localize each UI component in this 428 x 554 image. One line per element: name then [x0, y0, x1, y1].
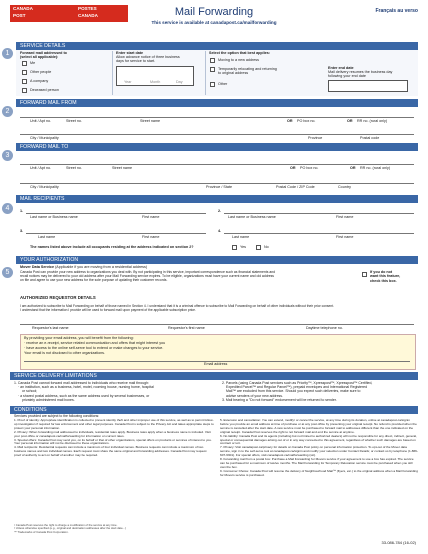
section-number-3: 3: [2, 150, 13, 161]
limitation-text: or school;: [22, 389, 38, 394]
rr-label: RR no. (rural only): [360, 166, 391, 170]
street-no-label: Street no.: [66, 166, 82, 170]
conditions-intro: Services provided are subject to the following conditions:: [14, 414, 100, 418]
section-bar-forward-from: FORWARD MAIL FROM: [16, 99, 418, 107]
section-bar-forward-to: FORWARD MAIL TO: [16, 143, 418, 151]
or-label: OR: [290, 166, 296, 170]
auth-line: I am authorized to subscribe to Mail Forwarding on behalf of those named in Section 4. I understand that it is a criminal offence to subscribe to Mail Forwarding on behalf of other individuals without their prior consent.: [20, 304, 335, 308]
street-no-label: Street no.: [66, 119, 82, 123]
logo-text: CANADA: [78, 13, 98, 18]
unit-label: Unit / Apt no.: [30, 119, 52, 123]
last-business-label: Last name or Business name: [30, 215, 78, 219]
section-number-5: 5: [2, 267, 13, 278]
month-label: Month: [150, 80, 161, 84]
limitation-text: advise senders of your new address.: [226, 393, 284, 398]
authorized-requestor-heading: AUTHORIZED REQUESTOR DETAILS: [20, 295, 96, 300]
condition-item: 8. Forwarding mail from a postal box: Purchase a Mail Forwarding for Movers service if your agreement to use a box has expired. The service can be purchased for a maximum of twelve months. The Mail Forwarding for Temporary Relocation service must be purchased when you still own the box.: [220, 457, 414, 469]
section-bar-conditions: CONDITIONS: [10, 406, 418, 414]
first-name-label: First name: [336, 235, 354, 239]
limitation-text: privately administered mail boxes.: [22, 397, 75, 402]
temporary-label-2: to original address: [218, 71, 249, 75]
section-bar-limitations: SERVICE DELIVERY LIMITATIONS: [10, 372, 418, 380]
no-label: No: [264, 245, 269, 249]
email-label: Email address: [204, 362, 228, 366]
start-note-2: days for service to start.: [116, 59, 156, 63]
mover-text-line: on file and agree to use your new address for the sole purpose of updating their customer records.: [20, 278, 168, 283]
opt-out-line: If you do not: [370, 270, 393, 274]
section-bar-recipients: MAIL RECIPIENTS: [16, 195, 418, 203]
opt-out-label: [370, 270, 400, 283]
limitations-right: [222, 381, 418, 402]
unit-label: Unit / Apt no.: [30, 166, 52, 170]
mover-data-text: [20, 270, 356, 283]
recipient-num: 3.: [20, 229, 24, 233]
forward-heading-2: (select all applicable):: [20, 55, 59, 59]
checkbox-deceased[interactable]: [22, 88, 27, 93]
recipient-2-field[interactable]: [224, 213, 414, 214]
section-bar-authorization: YOUR AUTHORIZATION: [16, 256, 418, 264]
limitation-text: 2. Parcels (using Canada Post services such as Priority™, Xpresspost™, Xpresspost™ Certified,: [222, 381, 373, 385]
option-label: Deceased person: [30, 88, 59, 92]
section-number-1: 1: [2, 48, 13, 59]
condition-item: 5. Extension and cancellation: You can extend, modify¹ or cancel the service, at any time during its duration, online at canadapost.ca/signin before you provide an email address at time of purchase or at any post office by presenting your original receipt. No refund is provided when the service is cancelled after the start date. A new service must be purchased to forward mail to addresses different than the one indicated on the original receipt. Canada Post reserves the right to not forward mail and end the service at anytime.: [220, 418, 417, 434]
province-label: Province / State: [206, 185, 233, 189]
radio-moving[interactable]: [210, 58, 215, 63]
condition-item: 1. Proof of identity: Appropriate identification is collected to prevent identity theft and other improper use of this service, as well as to permit follow-up investigation if required for law enforcement and other legal purposes. Canada Post is subject to the Privacy Act and takes appropriate steps to protect your personal information.: [14, 418, 214, 430]
phone-label: Daytime telephone no.: [306, 326, 343, 330]
language-link[interactable]: Français au verso: [375, 8, 418, 14]
limitation-text: · an institution, such as a business, hotel, motel, rooming house, nursing home, hospital: [18, 385, 154, 390]
checkbox-yes[interactable]: [232, 245, 237, 250]
conditions-right: [220, 419, 418, 478]
radio-other[interactable]: [210, 82, 215, 87]
forward-heading: Forward mail addressed to: [20, 51, 67, 55]
temporary-label: Temporarily relocating and returning: [218, 67, 277, 71]
city-label: City / Municipality: [30, 185, 59, 189]
recipient-num: 2.: [218, 209, 222, 213]
country-label: Country: [338, 185, 351, 189]
first-name-label: First name: [142, 235, 160, 239]
condition-item: 9. Consumer Choice: Canada Post will resume the delivery of Neighbourhood Mail™ (flyers, etc.) to the original address when a Mail Forwarding for Movers service is purchased.: [220, 468, 418, 477]
condition-item: 3. Special offers: Canada Post may send you, on its behalf or that of other organizations, special offers on products or services of interest to you. Your personal information will not be disclosed to these organizations.: [14, 437, 212, 446]
mover-data-heading: [20, 265, 340, 269]
option-label: Other people: [30, 70, 52, 74]
checkbox-me[interactable]: [22, 61, 27, 66]
footnote: ™ Trademarks of Canada Post Corporation.: [14, 529, 69, 534]
footnote: ² Unless otherwise specified (e.g., original and destination addresses after the start date...): [14, 526, 126, 531]
po-box-label: PO box no.: [297, 119, 316, 123]
mover-text-line: Canada Post can provide your new address to organizations you deal with. By not participating in this service, important correspondence such as financial statements and: [20, 270, 276, 274]
street-name-label: Street name: [112, 166, 133, 170]
limitation-text: Expedited Parcel™ and Regular Parcel™), prepaid envelopes and International Registered: [226, 385, 368, 390]
checkbox-other-people[interactable]: [22, 70, 27, 75]
recipient-4-field[interactable]: [224, 233, 414, 234]
end-note: Mail delivery resumes the business day: [328, 70, 393, 74]
city-line[interactable]: [20, 134, 414, 135]
option-label: A company: [30, 79, 49, 83]
email-benefit: · have access to the online self-serve tool to extend or make changes to your service.: [24, 346, 164, 350]
or-label: OR: [287, 119, 293, 123]
last-name-label: Last name: [232, 235, 250, 239]
mover-text-line: recall notices may be delivered to your old address after your Mail Forwarding service expires. To be eligible, organizations must have your current name and old address: [20, 274, 274, 279]
page-subtitle: This service is available at canadapost.ca/mailforwarding: [151, 20, 277, 25]
city-label: City / Municipality: [30, 136, 59, 140]
section-bar-service-details: SERVICE DETAILS: [16, 42, 418, 50]
first-name-label: First name: [336, 215, 354, 219]
day-label: Day: [176, 80, 183, 84]
logo-text: POST: [13, 13, 26, 18]
footnote: ¹ Canada Post reserves the right to charge a modification of the service at any time.: [14, 523, 118, 527]
logo-text: POSTES: [78, 6, 97, 11]
logo-text: CANADA: [13, 6, 33, 11]
section-number-4: 4: [2, 203, 13, 214]
condition-item: 7. Privacy: Visit canadapost.ca/privacy for details on Canada Post policy on personal information protection. To opt-out of the Mover data service, sign in to the self-serve tool at canadapost.ca/signin and modify your selection under Contact Details; or contact us by telephone (1-866-607-6301). For special offers, visit canadapost.ca/mailforwarding (sic).: [220, 445, 418, 458]
start-note: Allow advance notice of three business: [116, 55, 180, 59]
requestor-last-label: Requestor's last name: [32, 326, 69, 330]
end-date-heading: Enter end date: [328, 66, 354, 70]
requestor-line[interactable]: [20, 324, 414, 325]
po-box-label: PO box no.: [300, 166, 319, 170]
checkbox-no[interactable]: [256, 245, 261, 250]
limitations-left: [14, 381, 219, 402]
last-name-label: Last name: [38, 235, 56, 239]
or-label: OR: [347, 119, 353, 123]
section-number-2: 2: [2, 106, 13, 117]
recipient-num: 4.: [218, 229, 222, 233]
start-date-heading: Enter start date: [116, 51, 144, 55]
year-label: Year: [124, 80, 132, 84]
postal-label: Postal Code / ZIP Code: [276, 185, 315, 189]
limitation-text: 1. Canada Post cannot forward mail addressed to individuals who receive mail through:: [14, 381, 150, 385]
option-heading: Select the option that best applies:: [209, 51, 271, 55]
occupants-question: The names listed above include all occupants residing at the address indicated on section 2?: [30, 245, 194, 249]
rr-label: RR no. (rural only): [357, 119, 388, 123]
end-date-field[interactable]: [328, 80, 408, 92]
email-benefit: By providing your email address, you will benefit from the following:: [24, 336, 134, 340]
city-line[interactable]: [20, 183, 414, 184]
authorization-text: [20, 304, 415, 312]
email-benefit: Your email is not disclosed to other organizations.: [24, 351, 106, 355]
address-line[interactable]: [20, 117, 414, 118]
auth-line: I understand that the information I provide will be used to forward mail upon payment of the applicable subscription price.: [20, 308, 196, 313]
moving-label: Moving to a new address: [218, 58, 259, 62]
street-name-label: Street name: [140, 119, 161, 123]
yes-label: Yes: [240, 245, 247, 249]
recipient-3-field[interactable]: [26, 233, 206, 234]
condition-item: 4. Mail recipients: Residential requests can include a maximum of four individual names. Business requests can include a maximum of two business names and two individual names. Each request must share the same original and forwarding addresses. Canada Post may request proof of authority to act on behalf of another may be required.: [14, 445, 207, 458]
mover-data-title: Mover Data Service: [20, 265, 55, 269]
address-line[interactable]: [20, 164, 414, 165]
email-benefit: · receive an e-receipt, service related communication and offers that might interest you: [24, 341, 166, 345]
postal-label: Postal code: [360, 136, 380, 140]
footnotes: [14, 524, 214, 534]
first-name-label: First name: [142, 215, 160, 219]
option-label: Me: [30, 61, 36, 65]
recipient-num: 1.: [20, 209, 24, 213]
checkbox-opt-out[interactable]: [362, 272, 367, 277]
condition-item: 6. No liability: Canada Post and its agents (including but not limited to authorized dealers) will not be responsible for any direct, indirect, general, special or consequential damages arising out of or in any way connected to this agreement, regardless of whether such damages are based on contract or tort.: [220, 433, 417, 446]
opt-out-line: check this box.: [370, 278, 397, 283]
checkbox-company[interactable]: [22, 79, 27, 84]
condition-item: 2. Privacy: When forwarding mail addressed to individuals, residential rates apply. Business rates apply when a business name is included. Visit your post office or canadapost.ca/mailforwarding for information on current rates.: [14, 429, 211, 438]
recipient-1-field[interactable]: [26, 213, 206, 214]
or-label: OR: [350, 166, 356, 170]
opt-out-line: want this feature,: [370, 274, 401, 279]
conditions-left: [14, 419, 214, 458]
other-label: Other: [218, 82, 228, 86]
divider: [205, 51, 206, 95]
form-number: 33-086-784 (16-02): [381, 540, 416, 545]
province-label: Province: [308, 136, 323, 140]
limitation-text: · a shared postal address, such as the same address used by several businesses, or: [18, 393, 150, 398]
requestor-first-label: Requestor's first name: [168, 326, 205, 330]
limitation-text: 3. Mail bearing a "Do not forward" endorsement will be returned to sender.: [222, 397, 337, 402]
end-note-2: following your end date: [328, 74, 366, 78]
limitation-text: Mail™ are excluded from this service. Should you expect such deliveries, make sure to: [226, 389, 361, 394]
last-business-label: Last name or Business name: [228, 215, 276, 219]
radio-temporary[interactable]: [210, 67, 215, 72]
mover-data-note: (Applicable if you are moving from a residential address): [55, 265, 148, 269]
divider: [112, 51, 113, 95]
page-title: Mail Forwarding: [174, 6, 254, 18]
